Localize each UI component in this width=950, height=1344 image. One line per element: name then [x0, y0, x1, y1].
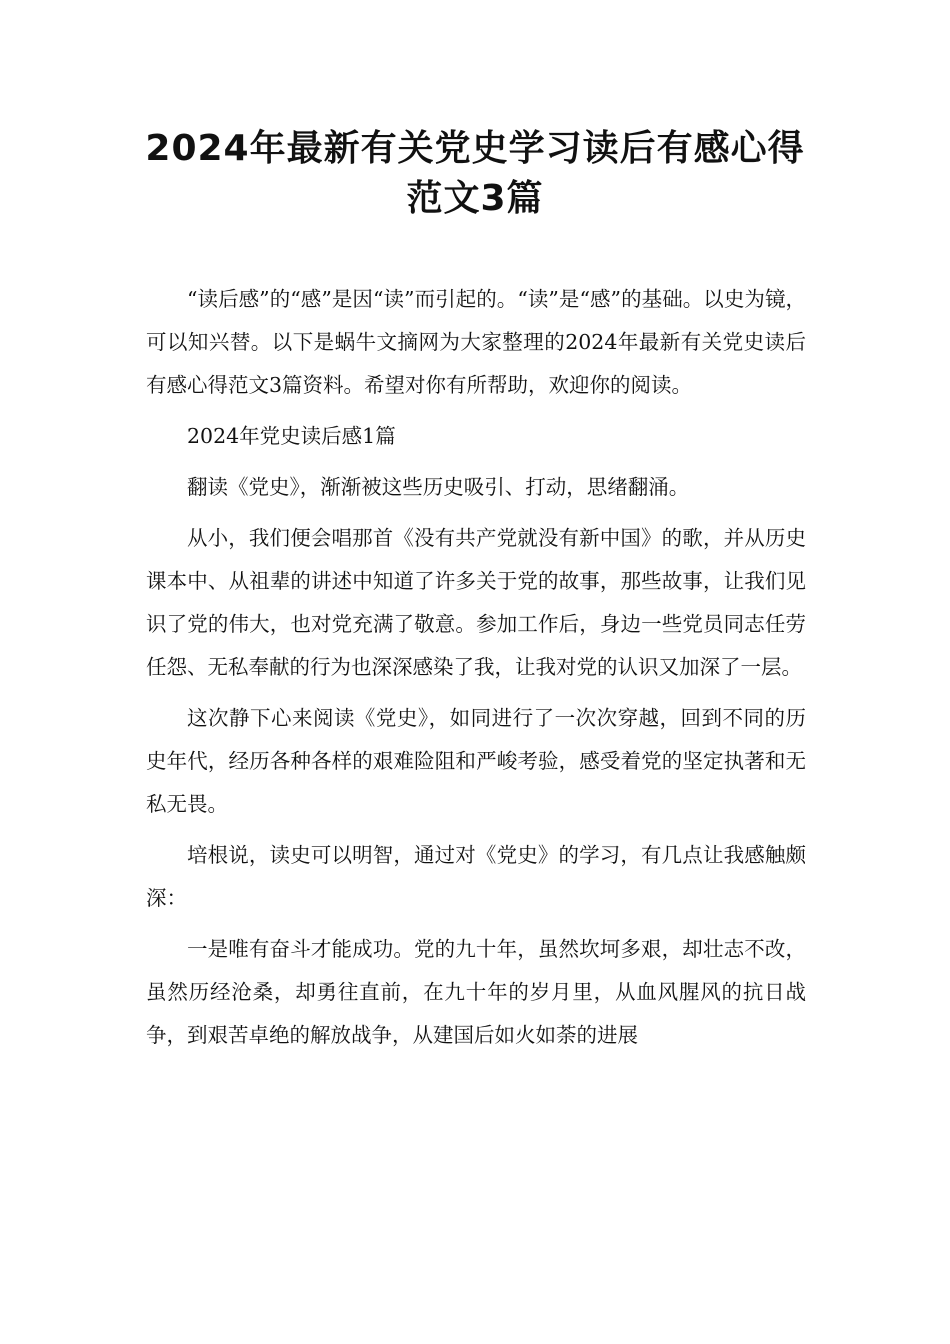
- paragraph: 翻读《党史》，渐渐被这些历史吸引、打动，思绪翻涌。: [187, 475, 690, 499]
- paragraph: 这次静下心来阅读《党史》，如同进行了一次次穿越，回到不同的历史年代，经历各种各样的艰难险阻和严峻考验，感受着党的坚定执著和无私无畏。: [146, 706, 806, 816]
- paragraph-intro: “读后感”的“感”是因“读”而引起的。“读”是“感”的基础。以史为镜，可以知兴替。以下是蜗牛文摘网为大家整理的2024年最新有关党史读后有感心得范文3篇资料。希望对你有所帮助，欢迎你的阅读。: [146, 287, 806, 397]
- title-line-1: 2024年最新有关党史学习读后有感心得: [145, 128, 805, 169]
- section-heading: 2024年党史读后感1篇: [187, 424, 396, 448]
- paragraph: 一是唯有奋斗才能成功。党的九十年，虽然坎坷多艰，却壮志不改，虽然历经沧桑，却勇往直前，在九十年的岁月里，从血风腥风的抗日战争，到艰苦卓绝的解放战争，从建国后如火如荼的进展: [146, 937, 806, 1047]
- title-line-2: 范文3篇: [406, 178, 544, 219]
- document-title: [100, 124, 850, 224]
- document-body: [146, 278, 806, 1065]
- paragraph: 从小，我们便会唱那首《没有共产党就没有新中国》的歌，并从历史课本中、从祖辈的讲述中知道了许多关于党的故事，那些故事，让我们见识了党的伟大，也对党充满了敬意。参加工作后，身边一些党员同志任劳任怨、无私奉献的行为也深深感染了我，让我对党的认识又加深了一层。: [146, 526, 806, 679]
- paragraph: 培根说，读史可以明智，通过对《党史》的学习，有几点让我感触颇深：: [146, 843, 806, 910]
